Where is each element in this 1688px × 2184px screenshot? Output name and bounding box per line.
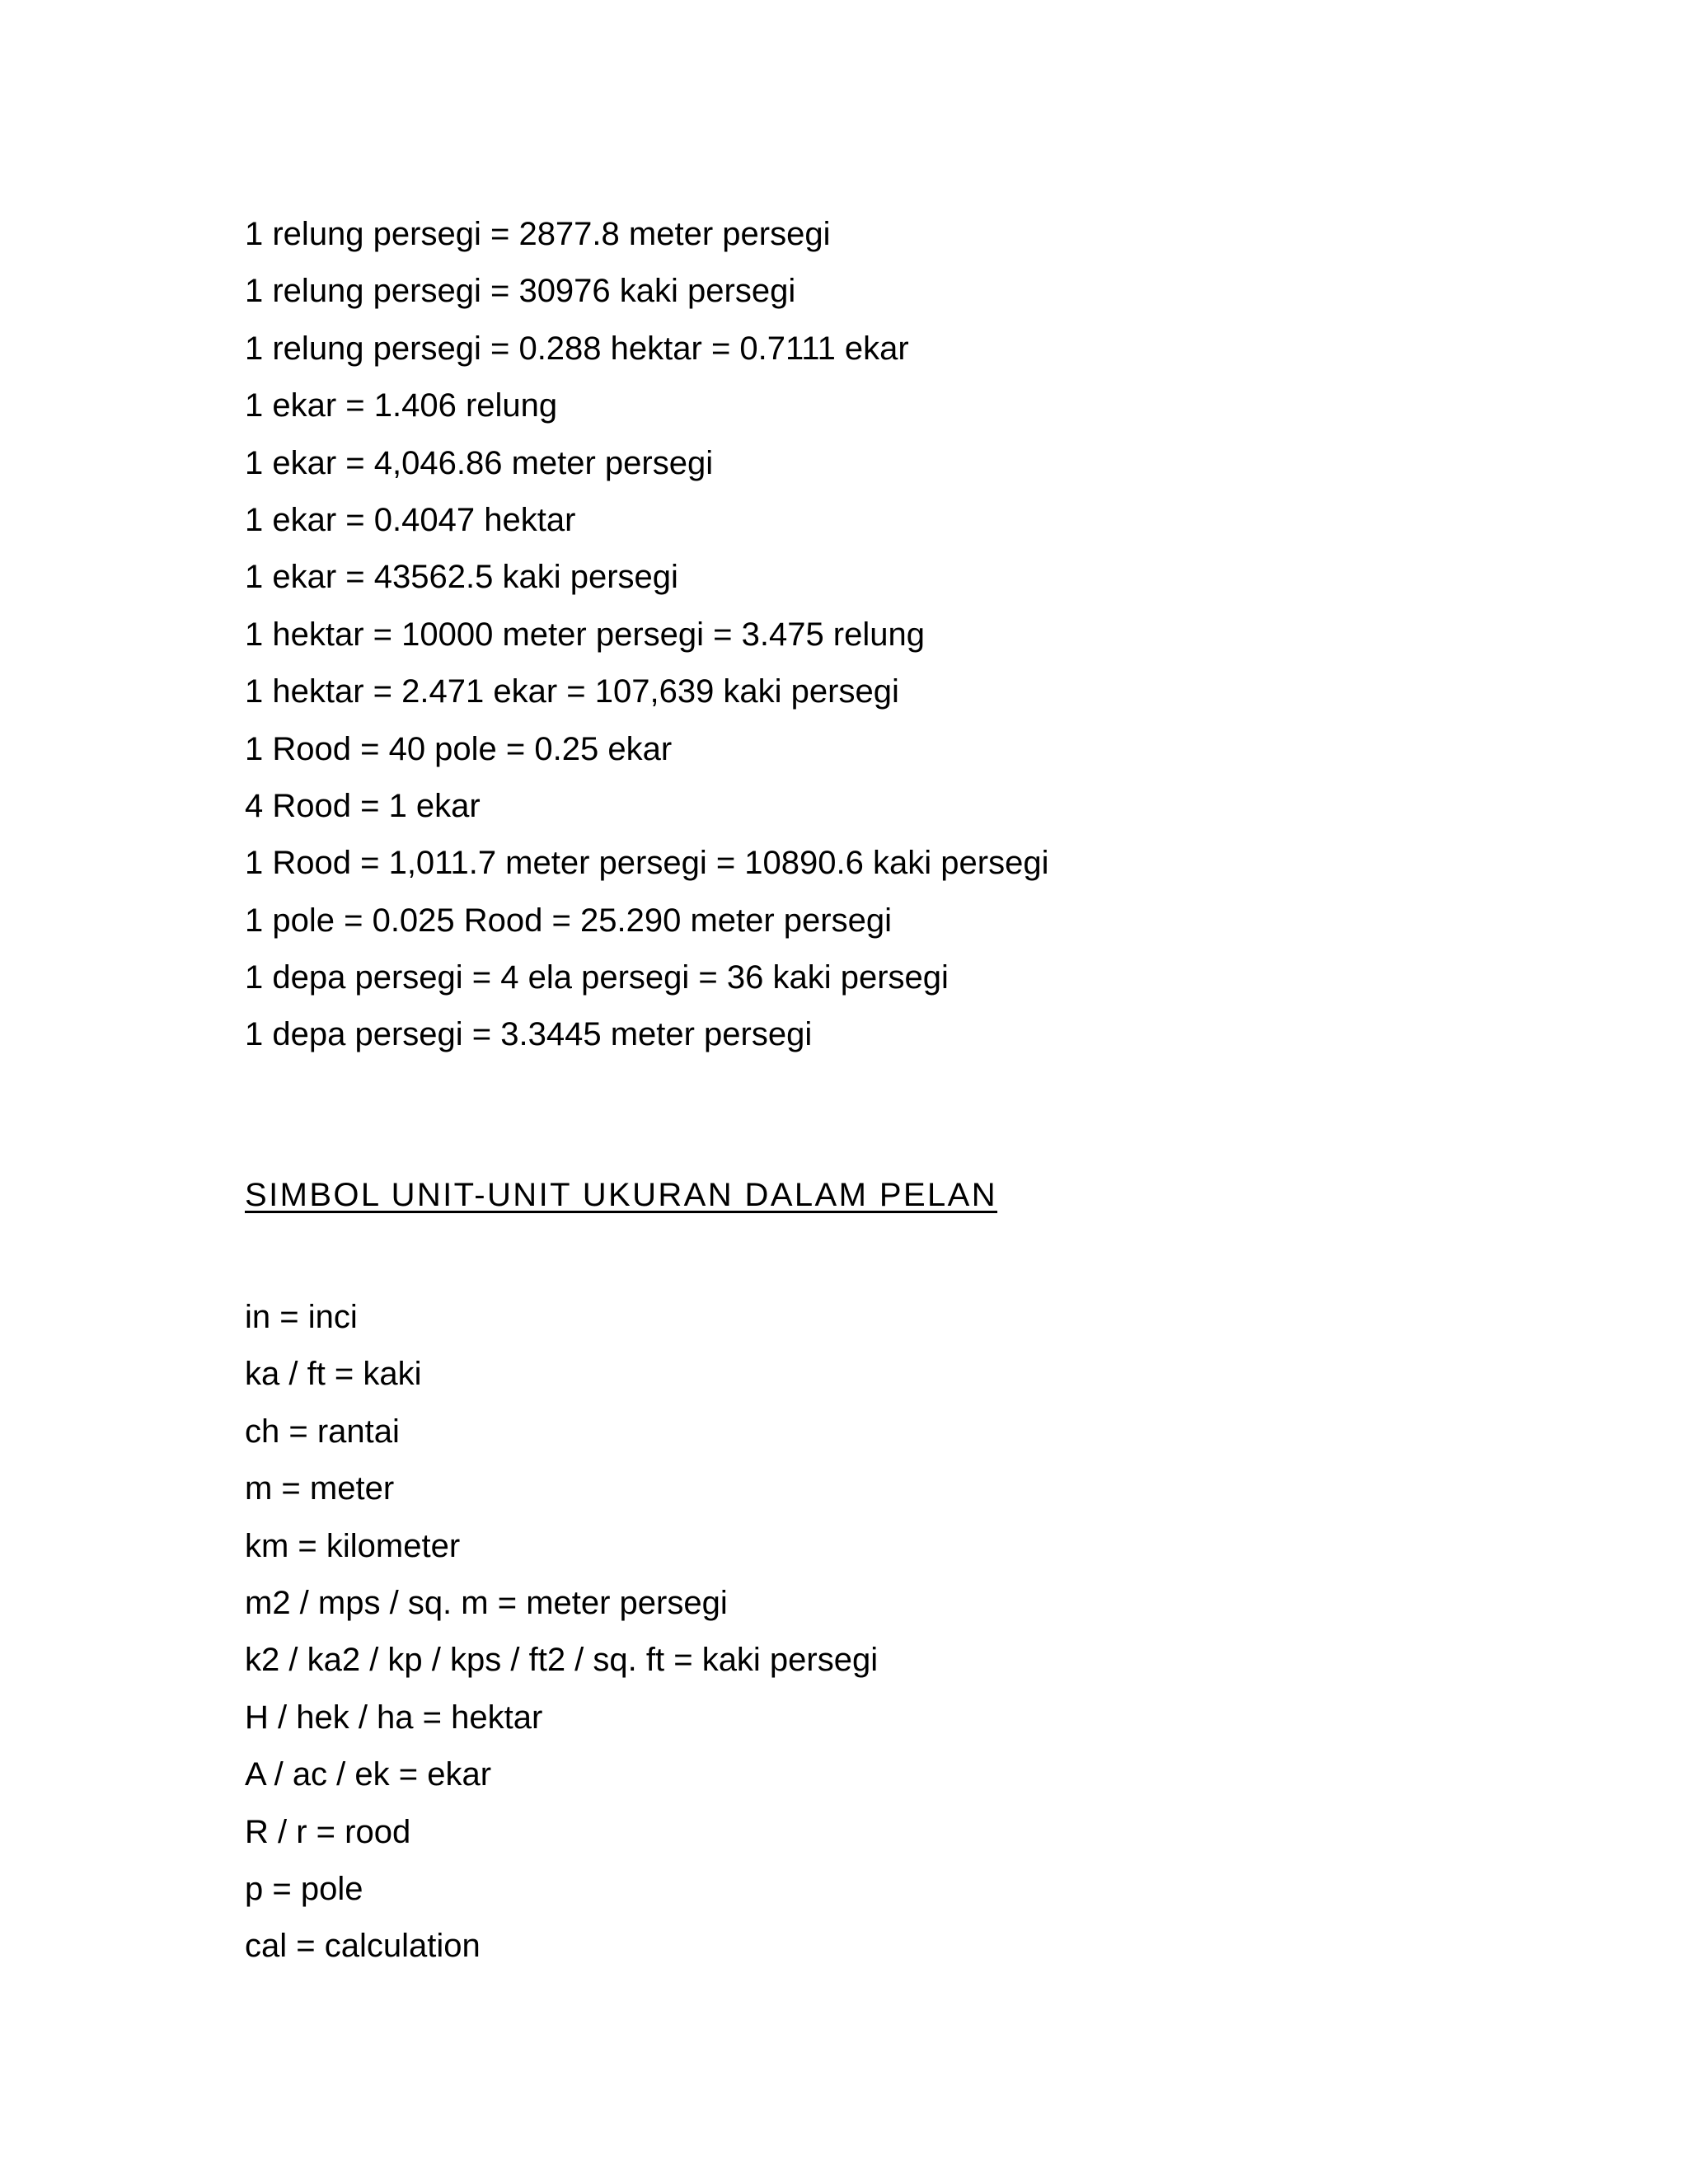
symbol-line: R / r = rood — [245, 1813, 411, 1850]
symbol-list — [245, 1289, 878, 1975]
conversion-line: 4 Rood = 1 ekar — [245, 787, 481, 824]
conversion-list — [245, 206, 1048, 1064]
symbol-line: ka / ft = kaki — [245, 1356, 422, 1393]
conversion-line: 1 ekar = 43562.5 kaki persegi — [245, 559, 678, 596]
conversion-line: 1 hektar = 2.471 ekar = 107,639 kaki persegi — [245, 673, 899, 710]
conversion-line: 1 relung persegi = 0.288 hektar = 0.7111 ekar — [245, 330, 909, 367]
symbol-line: k2 / ka2 / kp / kps / ft2 / sq. ft = kaki persegi — [245, 1642, 879, 1679]
conversion-line: 1 hektar = 10000 meter persegi = 3.475 relung — [245, 616, 925, 653]
symbol-line: A / ac / ek = ekar — [245, 1756, 492, 1793]
conversion-line: 1 ekar = 1.406 relung — [245, 387, 558, 424]
conversion-line: 1 depa persegi = 3.3445 meter persegi — [245, 1016, 813, 1053]
conversion-line: 1 relung persegi = 2877.8 meter persegi — [245, 216, 831, 252]
symbol-line: cal = calculation — [245, 1928, 481, 1965]
symbol-line: ch = rantai — [245, 1413, 400, 1450]
symbol-line: m = meter — [245, 1470, 395, 1507]
symbol-line: H / hek / ha = hektar — [245, 1699, 543, 1736]
symbol-line: km = kilometer — [245, 1527, 461, 1564]
conversion-line: 1 Rood = 1,011.7 meter persegi = 10890.6 kaki persegi — [245, 845, 1049, 882]
conversion-line: 1 ekar = 0.4047 hektar — [245, 501, 576, 538]
symbol-line: p = pole — [245, 1870, 363, 1907]
symbol-line: in = inci — [245, 1299, 358, 1335]
conversion-line: 1 ekar = 4,046.86 meter persegi — [245, 444, 714, 481]
conversion-line: 1 relung persegi = 30976 kaki persegi — [245, 273, 796, 310]
conversion-line: 1 Rood = 40 pole = 0.25 ekar — [245, 730, 673, 767]
symbol-line: m2 / mps / sq. m = meter persegi — [245, 1584, 728, 1621]
conversion-line: 1 pole = 0.025 Rood = 25.290 meter persegi — [245, 902, 892, 939]
symbols-heading: SIMBOL UNIT-UNIT UKURAN DALAM PELAN — [245, 1177, 998, 1213]
conversion-line: 1 depa persegi = 4 ela persegi = 36 kaki persegi — [245, 959, 949, 996]
